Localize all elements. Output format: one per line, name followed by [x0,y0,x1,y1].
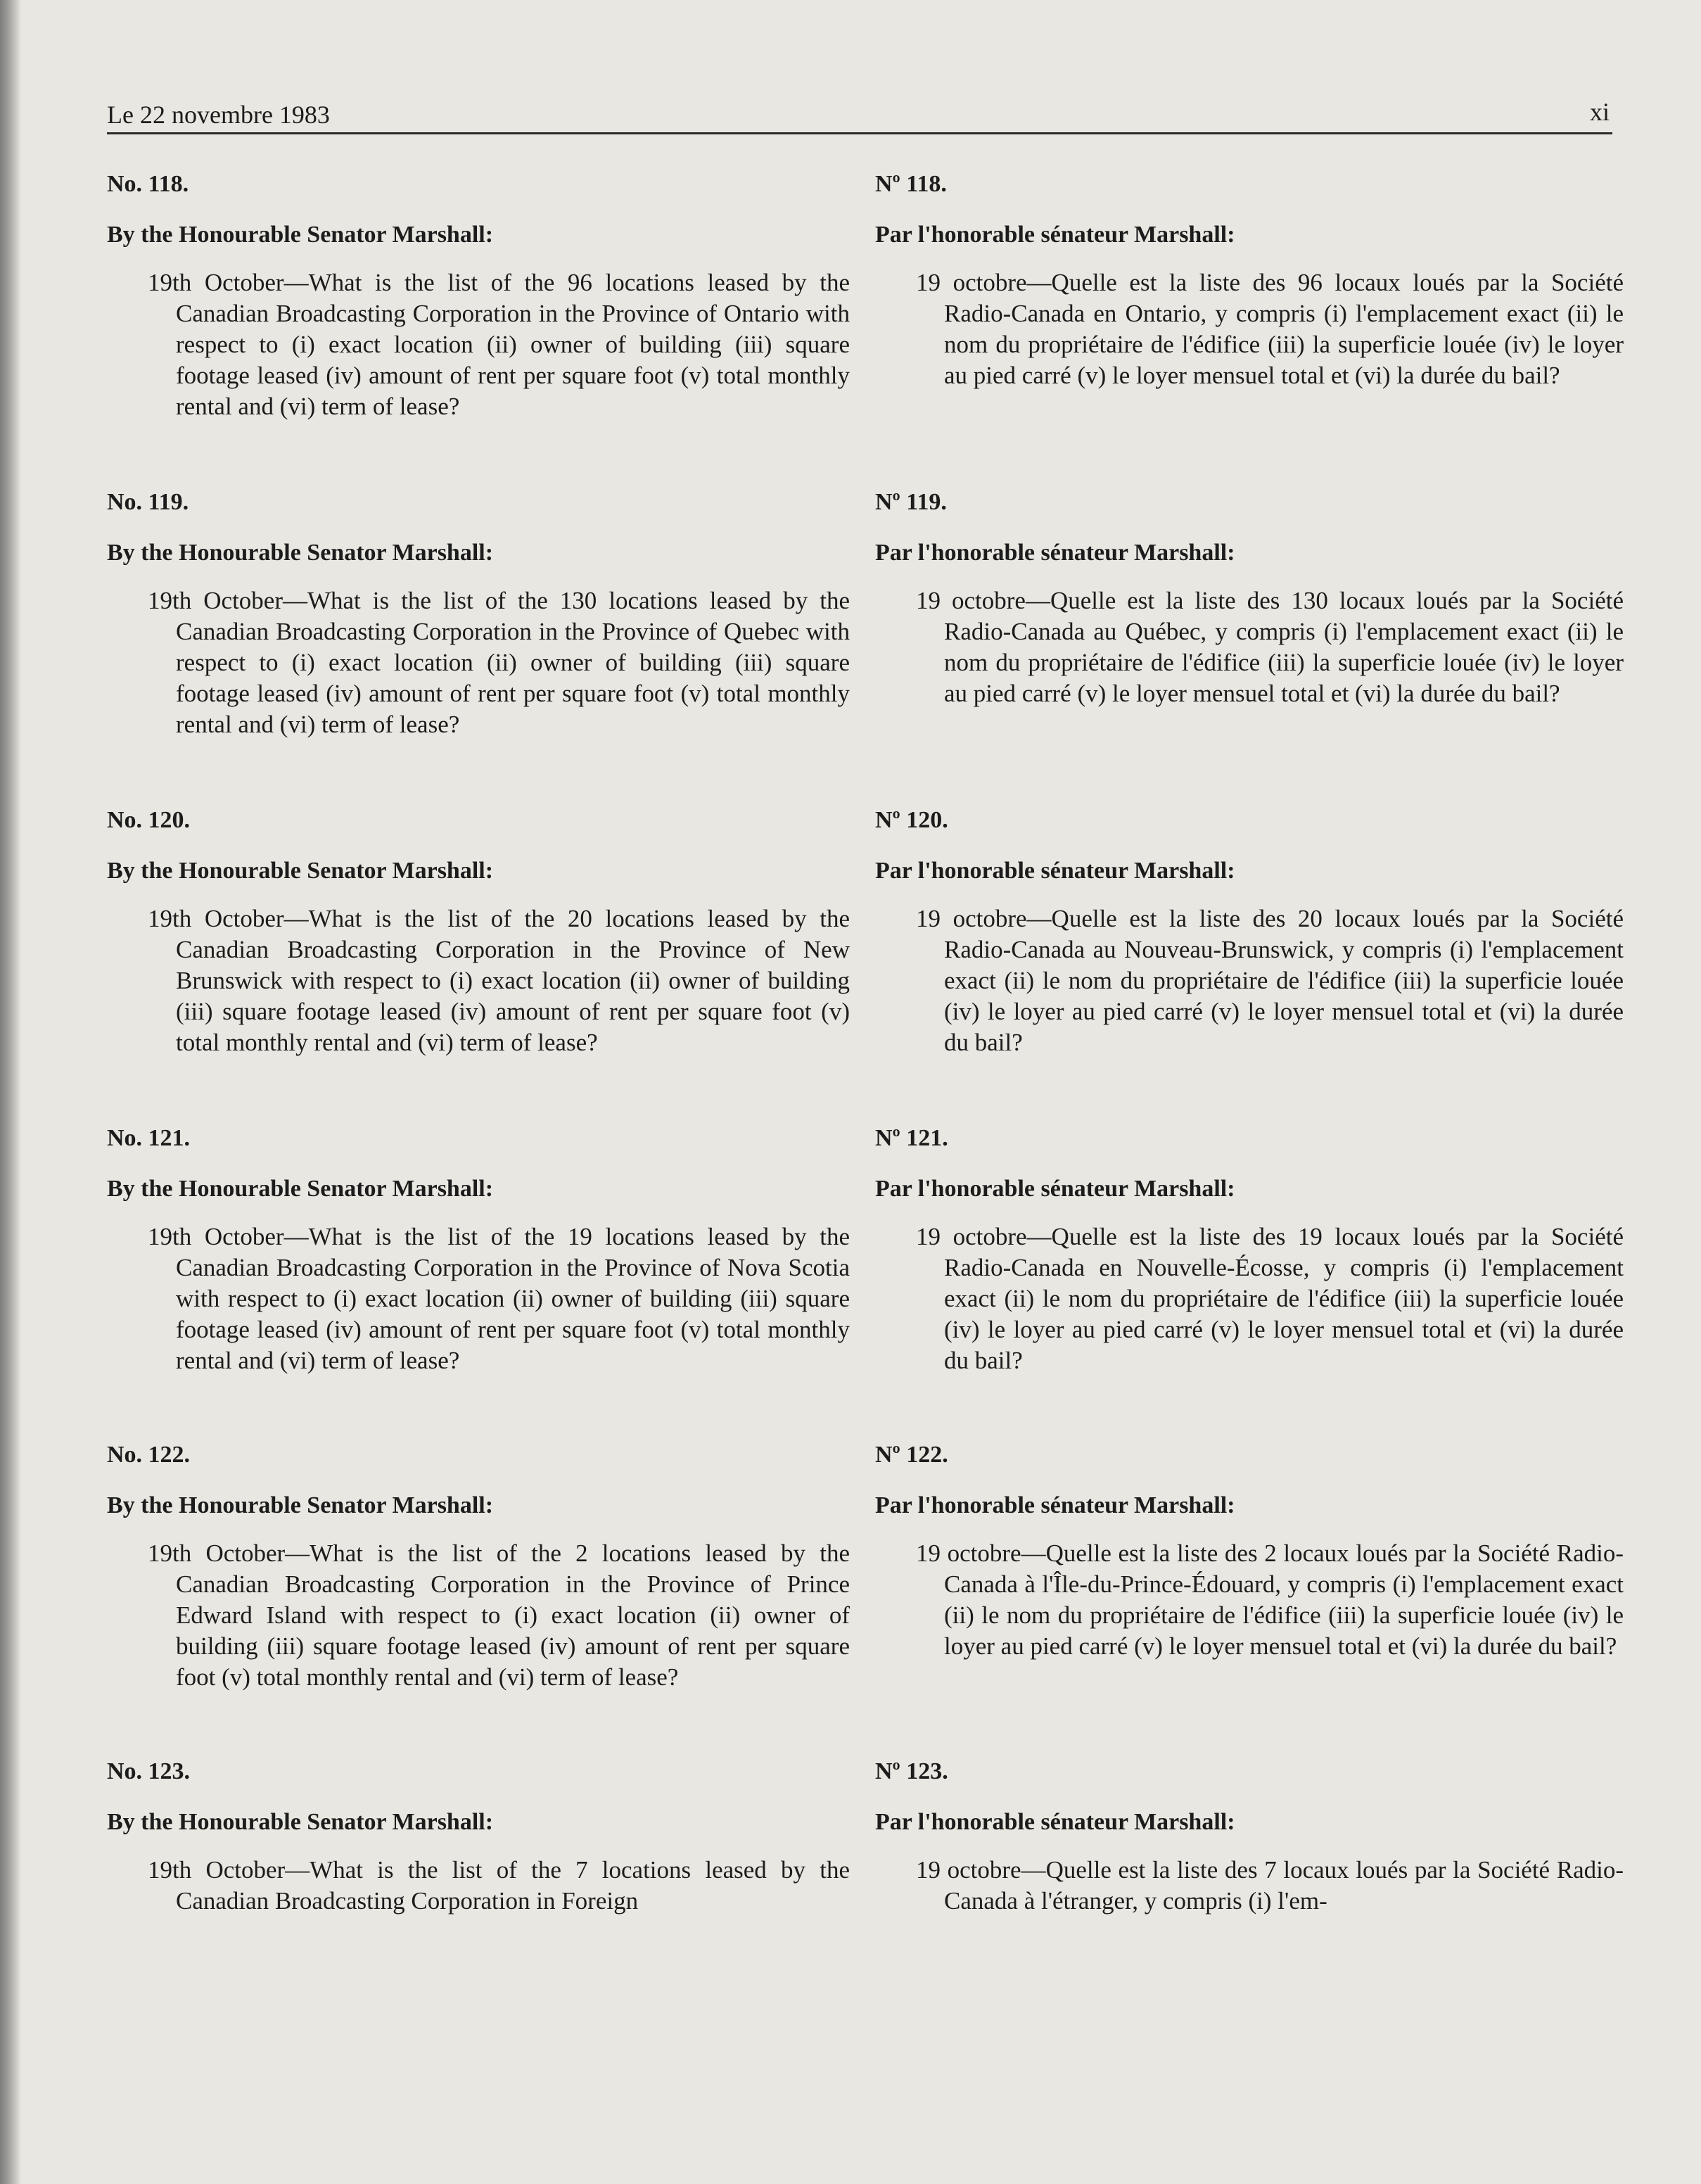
question-text: 19 octobre—Quelle est la liste des 7 locaux loués par la Société Radio-Canada à l'étranger, y compris (i) l'em- [916,1856,1624,1915]
question-sponsor: By the Honourable Senator Marshall: [107,222,494,248]
question-entry-123-fr [875,1756,1624,1917]
question-text: 19th October—What is the list of the 7 locations leased by the Canadian Broadcasting Corporation in Foreign [148,1856,850,1915]
question-sponsor: By the Honourable Senator Marshall: [107,1809,494,1835]
question-sponsor: By the Honourable Senator Marshall: [107,1492,494,1518]
question-text: 19 octobre—Quelle est la liste des 19 locaux loués par la Société Radio-Canada en Nouvelle-Écosse, y compris (i) l'emplacement exact (ii) le nom du propriétaire de l'édifice (iii) la superficie louée (iv) le loyer au pied carré (v) le loyer mensuel total et (vi) la durée du bail? [916,1223,1624,1374]
question-text: 19 octobre—Quelle est la liste des 96 locaux loués par la Société Radio-Canada en Ontario, y compris (i) l'emplacement exact (ii) le nom du propriétaire de l'édifice (iii) la superficie louée (iv) le loyer au pied carré (v) le loyer mensuel total et (vi) la durée du bail? [916,269,1624,389]
question-sponsor: By the Honourable Senator Marshall: [107,858,494,884]
page-number: xi [1589,98,1610,126]
question-number: Nº 122. [875,1442,948,1468]
question-entry-120 [107,805,850,1058]
question-number: No. 119. [107,489,189,515]
question-sponsor: Par l'honorable sénateur Marshall: [875,858,1235,884]
question-text: 19th October—What is the list of the 19 locations leased by the Canadian Broadcasting Corporation in the Province of Nova Scotia with respect to (i) exact location (ii) owner of building (iii) square footage leased (iv) amount of rent per square foot (v) total monthly rental and (vi) term of lease? [148,1223,850,1374]
question-text: 19th October—What is the list of the 96 locations leased by the Canadian Broadcasting Corporation in the Province of Ontario with respect to (i) exact location (ii) owner of building (iii) square footage leased (iv) amount of rent per square foot (v) total monthly rental and (vi) term of lease? [148,269,850,420]
question-entry-122 [107,1440,850,1693]
question-number: No. 120. [107,807,191,833]
question-sponsor: By the Honourable Senator Marshall: [107,540,494,566]
question-sponsor: Par l'honorable sénateur Marshall: [875,1809,1235,1835]
question-text: 19th October—What is the list of the 20 locations leased by the Canadian Broadcasting Corporation in the Province of New Brunswick with respect to (i) exact location (ii) owner of building (iii) square footage leased (iv) amount of rent per square foot (v) total monthly rental and (vi) term of lease? [148,905,850,1056]
question-entry-122-fr [875,1440,1624,1662]
question-sponsor: Par l'honorable sénateur Marshall: [875,222,1235,248]
page-binding-edge [0,0,21,2184]
question-number: No. 118. [107,171,189,197]
question-number: Nº 118. [875,171,947,197]
question-entry-123 [107,1756,850,1917]
question-entry-118 [107,169,850,422]
question-number: No. 121. [107,1125,191,1151]
question-text: 19th October—What is the list of the 2 locations leased by the Canadian Broadcasting Corporation in the Province of Prince Edward Island with respect to (i) exact location (ii) owner of building (iii) square footage leased (iv) amount of rent per square foot (v) total monthly rental and (vi) term of lease? [148,1539,850,1691]
question-number: No. 123. [107,1758,191,1784]
question-entry-119-fr [875,487,1624,709]
question-number: Nº 119. [875,489,947,515]
question-entry-121-fr [875,1123,1624,1376]
question-text: 19th October—What is the list of the 130 locations leased by the Canadian Broadcasting Corporation in the Province of Quebec with respect to (i) exact location (ii) owner of building (iii) square footage leased (iv) amount of rent per square foot (v) total monthly rental and (vi) term of lease? [148,587,850,738]
question-number: Nº 123. [875,1758,948,1784]
question-sponsor: Par l'honorable sénateur Marshall: [875,1492,1235,1518]
header-date: Le 22 novembre 1983 [107,101,330,129]
question-text: 19 octobre—Quelle est la liste des 2 locaux loués par la Société Radio-Canada à l'Île-du-Prince-Édouard, y compris (i) l'emplacement exact (ii) le nom du propriétaire de l'édifice (iii) la superficie louée (iv) le loyer au pied carré (v) le loyer mensuel total et (vi) la durée du bail? [916,1539,1624,1660]
question-number: Nº 121. [875,1125,948,1151]
question-entry-120-fr [875,805,1624,1058]
question-sponsor: Par l'honorable sénateur Marshall: [875,540,1235,566]
question-entry-121 [107,1123,850,1376]
question-sponsor: By the Honourable Senator Marshall: [107,1176,494,1202]
question-sponsor: Par l'honorable sénateur Marshall: [875,1176,1235,1202]
question-number: Nº 120. [875,807,948,833]
page-header [107,90,1612,134]
question-number: No. 122. [107,1442,191,1468]
question-text: 19 octobre—Quelle est la liste des 20 locaux loués par la Société Radio-Canada au Nouveau-Brunswick, y compris (i) l'emplacement exact (ii) le nom du propriétaire de l'édifice (iii) la superficie louée (iv) le loyer au pied carré (v) le loyer mensuel total et (vi) la durée du bail? [916,905,1624,1056]
question-entry-119 [107,487,850,740]
question-text: 19 octobre—Quelle est la liste des 130 locaux loués par la Société Radio-Canada au Québec, y compris (i) l'emplacement exact (ii) le nom du propriétaire de l'édifice (iii) la superficie louée (iv) le loyer au pied carré (v) le loyer mensuel total et (vi) la durée du bail? [916,587,1624,707]
question-entry-118-fr [875,169,1624,391]
